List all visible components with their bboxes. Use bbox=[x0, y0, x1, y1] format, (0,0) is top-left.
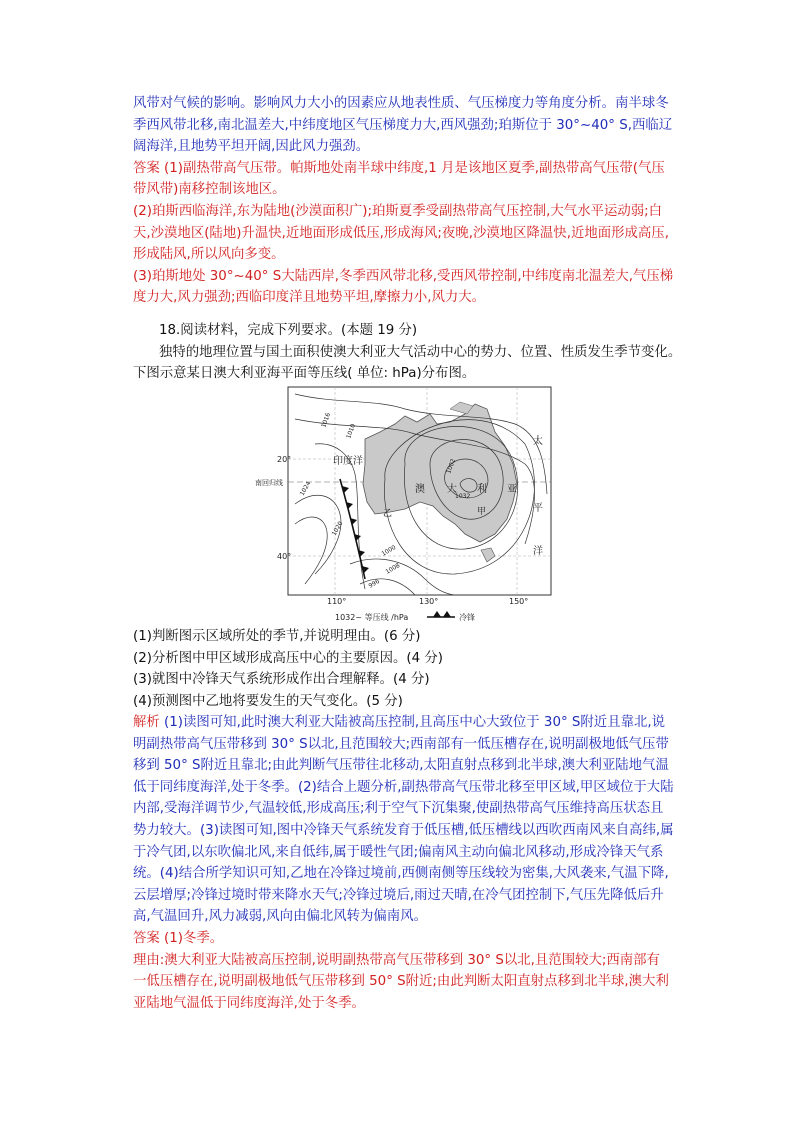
svg-text:1010: 1010 bbox=[345, 422, 358, 440]
answer-line: 亚陆地气温低于同纬度海洋,处于冬季。 bbox=[133, 995, 365, 1011]
lon-110-label: 110° bbox=[327, 597, 347, 606]
prev-explanation bbox=[133, 93, 693, 309]
prev-answer-line: (3)珀斯地处 30°~40° S大陆西岸,冬季西风带北移,受西风带控制,中纬度南北温差大,气压梯 bbox=[133, 268, 674, 284]
question-intro-line: 独特的地理位置与国土面积使澳大利亚大气活动中心的势力、位置、性质发生季节变化。 bbox=[159, 344, 682, 360]
analysis-line: 明副热带高气压带移到 30° S以北,且范围较大;西南部有一低压槽存在,说明副极地低气压带 bbox=[133, 736, 669, 752]
ping-label: 平 bbox=[533, 503, 543, 514]
question-18 bbox=[133, 320, 693, 385]
svg-text:1002: 1002 bbox=[445, 457, 458, 475]
svg-text:1016: 1016 bbox=[320, 411, 333, 429]
prev-explain-line: 阔海洋,且地势平坦开阔,因此风力强劲。 bbox=[133, 139, 370, 155]
answer-line: 一低压槽存在,说明副极地低气压带移到 50° S附近;由此判断太阳直射点移到北半球,澳大利 bbox=[133, 974, 669, 990]
prev-answer-line: 带风带)南移控制该地区。 bbox=[133, 182, 286, 198]
ao-label: 澳 bbox=[415, 484, 425, 495]
yi-label: 乙 bbox=[383, 509, 393, 519]
analysis-label: 解析 bbox=[133, 715, 160, 730]
prev-answer-line: 度力大,风力强劲;西临印度洋且地势平坦,摩擦力小,风力大。 bbox=[133, 290, 486, 306]
ya-label: 亚 bbox=[507, 484, 517, 495]
answer bbox=[133, 928, 693, 1014]
lat-20-label: 20° bbox=[277, 455, 292, 464]
tai-label: 太 bbox=[533, 436, 543, 447]
tropic-label: 南回归线 bbox=[255, 479, 283, 487]
yang-label: 洋 bbox=[533, 546, 543, 557]
question-items bbox=[133, 626, 693, 712]
analysis bbox=[133, 712, 693, 928]
prev-explain-line: 季西风带北移,南北温差大,中纬度地区气压梯度力大,西风强劲;珀斯位于 30°~40° S,西临辽 bbox=[133, 117, 673, 133]
analysis-line: 内部,受海洋调节少,气温较低,形成高压;利于空气下沉集聚,使副热带高气压维持高压状态且 bbox=[133, 801, 664, 817]
analysis-line: 势力较大。(3)读图可知,图中冷锋天气系统发育于低压槽,低压槽线以西吹西南风来自高纬,属 bbox=[133, 822, 674, 838]
prev-answer-line: (2)珀斯西临海洋,东为陆地(沙漠面积广);珀斯夏季受副热带高气压控制,大气水平运动弱;白 bbox=[133, 203, 663, 219]
svg-text:996: 996 bbox=[367, 577, 381, 590]
prev-explain-line: 风带对气候的影响。影响风力大小的因素应从地表性质、气压梯度力等角度分析。南半球冬 bbox=[133, 96, 669, 111]
map-legend bbox=[335, 611, 475, 622]
svg-text:1032~ 等压线 /hPa: 1032~ 等压线 /hPa bbox=[335, 613, 409, 622]
lat-40-label: 40° bbox=[277, 552, 292, 561]
analysis-line: 移到 50° S附近且靠北;由此判断气压带往北移动,太阳直射点移到北半球,澳大利亚陆地气温 bbox=[133, 758, 669, 774]
indian-ocean-label: 印度洋 bbox=[333, 456, 363, 467]
question-item: (4)预测图中乙地将要发生的天气变化。(5 分) bbox=[133, 693, 403, 709]
svg-text:冷锋: 冷锋 bbox=[459, 613, 475, 622]
answer-label: 答案 bbox=[133, 931, 160, 946]
question-item: (1)判断图示区域所处的季节,并说明理由。(6 分) bbox=[133, 629, 421, 644]
lon-150-label: 150° bbox=[509, 597, 529, 606]
svg-text:1008: 1008 bbox=[384, 562, 402, 576]
prev-answer-line: 答案 (1)副热带高气压带。帕斯地处南半球中纬度,1 月是该地区夏季,副热带高气压带(气压 bbox=[133, 160, 665, 176]
jia-label: 甲 bbox=[477, 507, 487, 517]
svg-text:1024: 1024 bbox=[298, 480, 313, 497]
svg-text:1032: 1032 bbox=[455, 493, 471, 500]
analysis-line: 统。(4)结合所学知识可知,乙地在冷锋过境前,西侧南侧等压线较为密集,大风袭来,气温下降, bbox=[133, 866, 669, 882]
question-header: 18.阅读材料，完成下列要求。(本题 19 分) bbox=[159, 323, 418, 338]
prev-answer-line: 形成陆风,所以风向多变。 bbox=[133, 247, 285, 263]
prev-answer-line: 天,沙漠地区(陆地)升温快,近地面形成低压,形成海风;夜晚,沙漠地区降温快,近地面形成高压, bbox=[133, 225, 669, 241]
answer-label: 答案 bbox=[133, 160, 160, 176]
answer-line: 答案 (1)冬季。 bbox=[133, 931, 224, 946]
svg-text:1020: 1020 bbox=[330, 520, 345, 537]
isobar-map bbox=[255, 384, 555, 624]
question-intro-line: 下图示意某日澳大利亚海平面等压线( 单位: hPa)分布图。 bbox=[133, 366, 476, 382]
analysis-line: 于冷气团,以东吹偏北风,来自低纬,属于暖性气团;偏南风主动向偏北风移动,形成冷锋天气系 bbox=[133, 844, 664, 860]
question-item: (2)分析图中甲区域形成高压中心的主要原因。(4 分) bbox=[133, 650, 444, 666]
answer-line: 理由:澳大利亚大陆被高压控制,说明副热带高气压带移到 30° S以北,且范围较大;西南部有 bbox=[133, 952, 660, 968]
analysis-line: 低于同纬度海洋,处于冬季。(2)结合上题分析,副热带高气压带北移至甲区域,甲区域位于大陆 bbox=[133, 779, 674, 795]
lon-130-label: 130° bbox=[419, 597, 439, 606]
analysis-line: 高,气温回升,风力减弱,风向由偏北风转为偏南风。 bbox=[133, 909, 427, 925]
li-label: 利 bbox=[477, 484, 487, 495]
question-item: (3)就图中冷锋天气系统形成作出合理解释。(4 分) bbox=[133, 672, 430, 688]
analysis-line: 解析 (1)读图可知,此时澳大利亚大陆被高压控制,且高压中心大致位于 30° S附近且靠北,说 bbox=[133, 715, 666, 730]
analysis-line: 云层增厚;冷锋过境时带来降水天气;冷锋过境后,雨过天晴,在冷气团控制下,气压先降低后升 bbox=[133, 887, 664, 903]
svg-text:1000: 1000 bbox=[380, 544, 398, 558]
da-label: 大 bbox=[447, 484, 457, 495]
